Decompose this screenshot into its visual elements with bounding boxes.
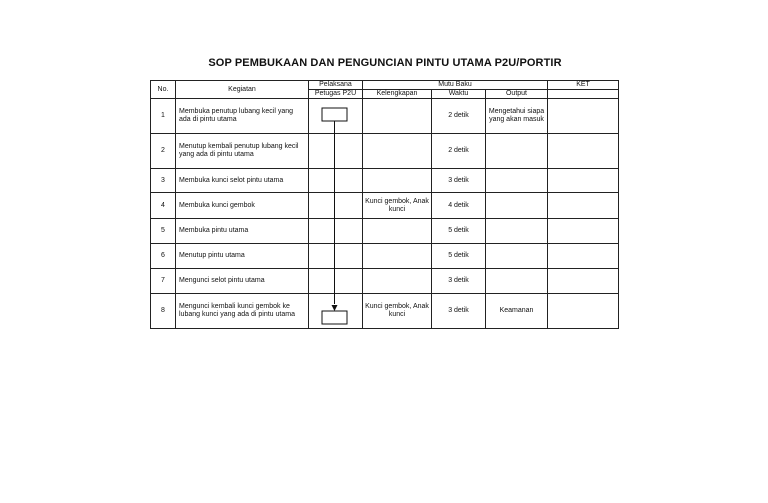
- row-ket: [548, 269, 619, 294]
- row-kegiatan: Menutup kembali penutup lubang kecil yang ada di pintu utama: [176, 134, 309, 169]
- table-row: [151, 269, 619, 294]
- row-output: [486, 169, 548, 193]
- row-kelengkapan: [363, 244, 432, 269]
- table-row: [151, 169, 619, 193]
- table-row: [151, 244, 619, 269]
- header-petugas: Petugas P2U: [309, 90, 363, 99]
- sop-table: [150, 80, 619, 329]
- row-output: Keamanan: [486, 294, 548, 329]
- header-pelaksana: Pelaksana: [309, 81, 363, 90]
- row-no: 5: [151, 219, 176, 244]
- header-row-top: [151, 81, 619, 90]
- row-output: [486, 219, 548, 244]
- row-waktu: 5 detik: [432, 219, 486, 244]
- row-kegiatan: Menutup pintu utama: [176, 244, 309, 269]
- row-kegiatan: Mengunci kembali kunci gembok ke lubang kunci yang ada di pintu utama: [176, 294, 309, 329]
- header-mutu-baku: Mutu Baku: [363, 81, 548, 90]
- header-kegiatan: Kegiatan: [176, 81, 309, 99]
- document-title: SOP PEMBUKAAN DAN PENGUNCIAN PINTU UTAMA P2U/PORTIR: [208, 57, 562, 69]
- table-row: [151, 134, 619, 169]
- header-ket: KET: [548, 81, 619, 90]
- header-no: No.: [151, 81, 176, 99]
- table-row: [151, 219, 619, 244]
- row-kelengkapan: Kunci gembok, Anak kunci: [363, 193, 432, 219]
- row-waktu: 3 detik: [432, 269, 486, 294]
- header-ket-empty: [548, 90, 619, 99]
- row-output: [486, 244, 548, 269]
- row-petugas: [309, 99, 363, 134]
- row-waktu: 2 detik: [432, 99, 486, 134]
- row-petugas: [309, 134, 363, 169]
- row-output: [486, 134, 548, 169]
- row-ket: [548, 193, 619, 219]
- row-ket: [548, 294, 619, 329]
- row-kelengkapan: [363, 99, 432, 134]
- row-waktu: 3 detik: [432, 294, 486, 329]
- row-ket: [548, 99, 619, 134]
- row-kelengkapan: [363, 219, 432, 244]
- row-ket: [548, 169, 619, 193]
- row-ket: [548, 219, 619, 244]
- row-output: Mengetahui siapa yang akan masuk: [486, 99, 548, 134]
- row-kelengkapan: [363, 169, 432, 193]
- row-no: 8: [151, 294, 176, 329]
- row-kegiatan: Membuka pintu utama: [176, 219, 309, 244]
- table-row: [151, 193, 619, 219]
- header-kelengkapan: Kelengkapan: [363, 90, 432, 99]
- row-waktu: 3 detik: [432, 169, 486, 193]
- header-waktu: Waktu: [432, 90, 486, 99]
- row-kegiatan: Membuka kunci gembok: [176, 193, 309, 219]
- row-no: 1: [151, 99, 176, 134]
- row-petugas: [309, 269, 363, 294]
- row-kegiatan: Membuka kunci selot pintu utama: [176, 169, 309, 193]
- header-output: Output: [486, 90, 548, 99]
- row-waktu: 5 detik: [432, 244, 486, 269]
- row-kelengkapan: Kunci gembok, Anak kunci: [363, 294, 432, 329]
- row-petugas: [309, 219, 363, 244]
- row-ket: [548, 244, 619, 269]
- table-row: [151, 294, 619, 329]
- row-kelengkapan: [363, 134, 432, 169]
- row-waktu: 4 detik: [432, 193, 486, 219]
- row-no: 2: [151, 134, 176, 169]
- row-kelengkapan: [363, 269, 432, 294]
- row-ket: [548, 134, 619, 169]
- row-petugas: [309, 169, 363, 193]
- row-no: 4: [151, 193, 176, 219]
- row-petugas: [309, 193, 363, 219]
- row-kegiatan: Membuka penutup lubang kecil yang ada di pintu utama: [176, 99, 309, 134]
- table-row: [151, 99, 619, 134]
- row-output: [486, 193, 548, 219]
- row-petugas: [309, 294, 363, 329]
- row-no: 3: [151, 169, 176, 193]
- row-output: [486, 269, 548, 294]
- row-petugas: [309, 244, 363, 269]
- row-kegiatan: Mengunci selot pintu utama: [176, 269, 309, 294]
- row-no: 7: [151, 269, 176, 294]
- row-no: 6: [151, 244, 176, 269]
- row-waktu: 2 detik: [432, 134, 486, 169]
